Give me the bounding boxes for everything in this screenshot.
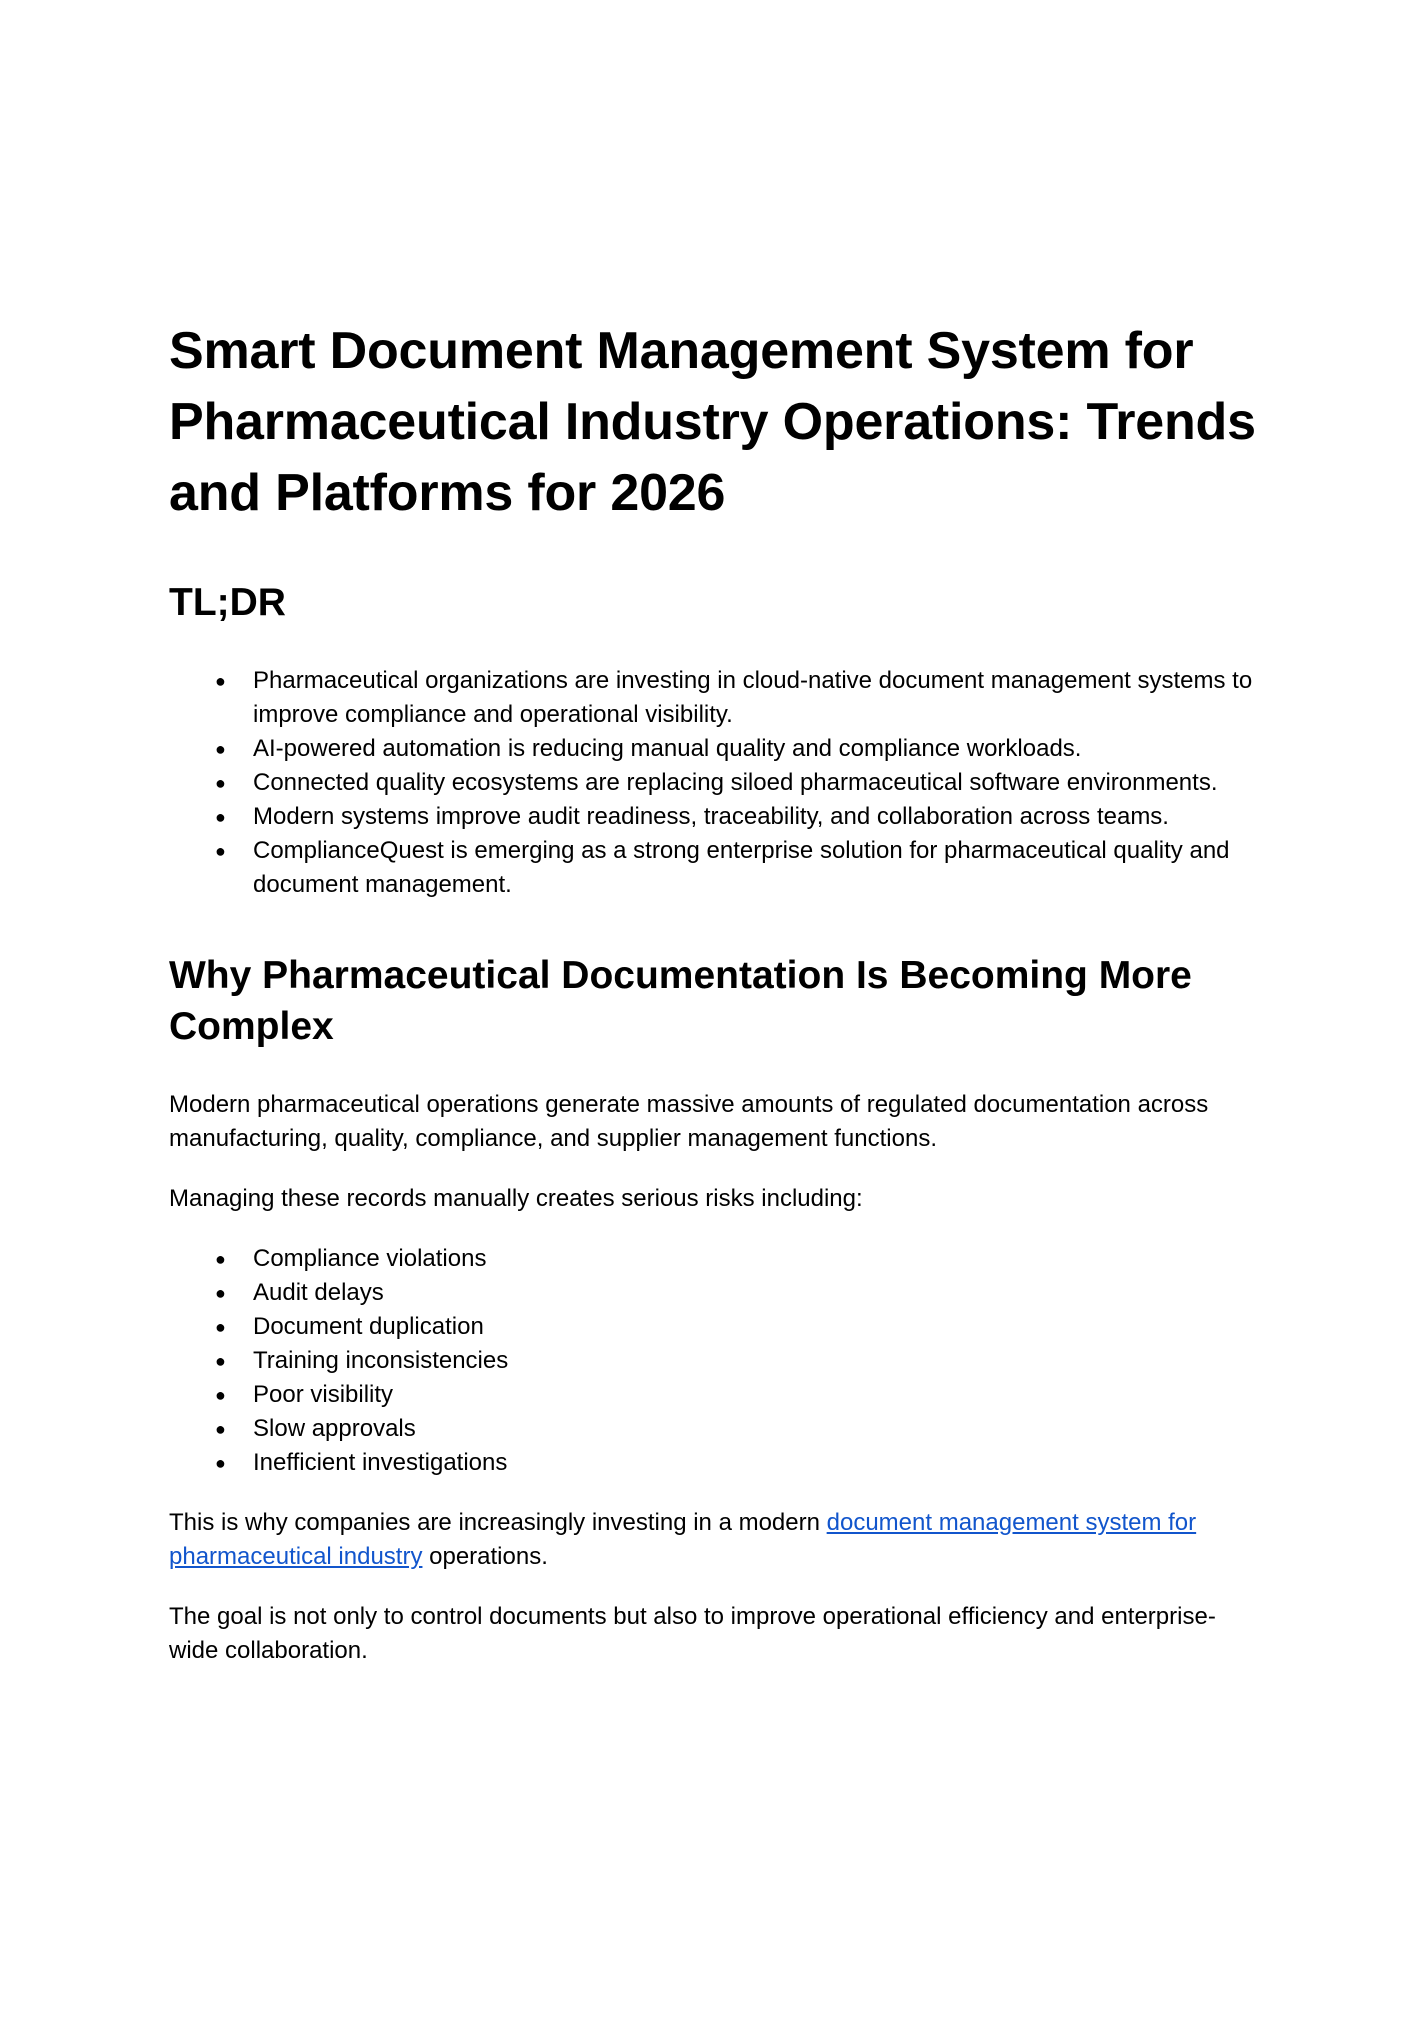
list-item: ● Poor visibility	[169, 1378, 1269, 1412]
list-item: ● ComplianceQuest is emerging as a strong enterprise solution for pharmaceutical quality and document management.	[169, 834, 1259, 902]
list-item: ● Document duplication	[169, 1310, 1269, 1344]
document-title: Smart Document Management System for Pharmaceutical Industry Operations: Trends and Platforms for 2026	[169, 322, 1256, 522]
list-item: ● Training inconsistencies	[169, 1344, 1269, 1378]
investing-text-after: operations.	[422, 1543, 548, 1570]
risks-intro-paragraph: Managing these records manually creates serious risks including:	[169, 1185, 863, 1212]
why-heading: Why Pharmaceutical Documentation Is Becoming More Complex	[169, 954, 1192, 1048]
list-item: ● Pharmaceutical organizations are investing in cloud-native document management systems to improve compliance and operational visibility.	[169, 664, 1259, 732]
list-item: ● Compliance violations	[169, 1242, 1269, 1276]
tldr-heading: TL;DR	[169, 581, 286, 624]
document-page	[169, 316, 1269, 1668]
list-item: ● Connected quality ecosystems are replacing siloed pharmaceutical software environments.	[169, 766, 1259, 800]
risks-list	[169, 1242, 1269, 1480]
dms-pharma-link[interactable]: document management system for pharmaceutical industry	[169, 1509, 1197, 1570]
list-item: ● Modern systems improve audit readiness, traceability, and collaboration across teams.	[169, 800, 1259, 834]
list-item: ● Inefficient investigations	[169, 1446, 1269, 1480]
goal-paragraph: The goal is not only to control documents but also to improve operational efficiency and enterprise-wide collaboration.	[169, 1603, 1216, 1664]
why-intro-paragraph: Modern pharmaceutical operations generate massive amounts of regulated documentation across manufacturing, quality, compliance, and supplier management functions.	[169, 1091, 1209, 1152]
list-item: ● Audit delays	[169, 1276, 1269, 1310]
investing-paragraph	[169, 1506, 1249, 1574]
tldr-list	[169, 664, 1259, 902]
list-item: ● Slow approvals	[169, 1412, 1269, 1446]
investing-text-before: This is why companies are increasingly investing in a modern	[169, 1509, 827, 1536]
list-item: ● AI-powered automation is reducing manual quality and compliance workloads.	[169, 732, 1259, 766]
